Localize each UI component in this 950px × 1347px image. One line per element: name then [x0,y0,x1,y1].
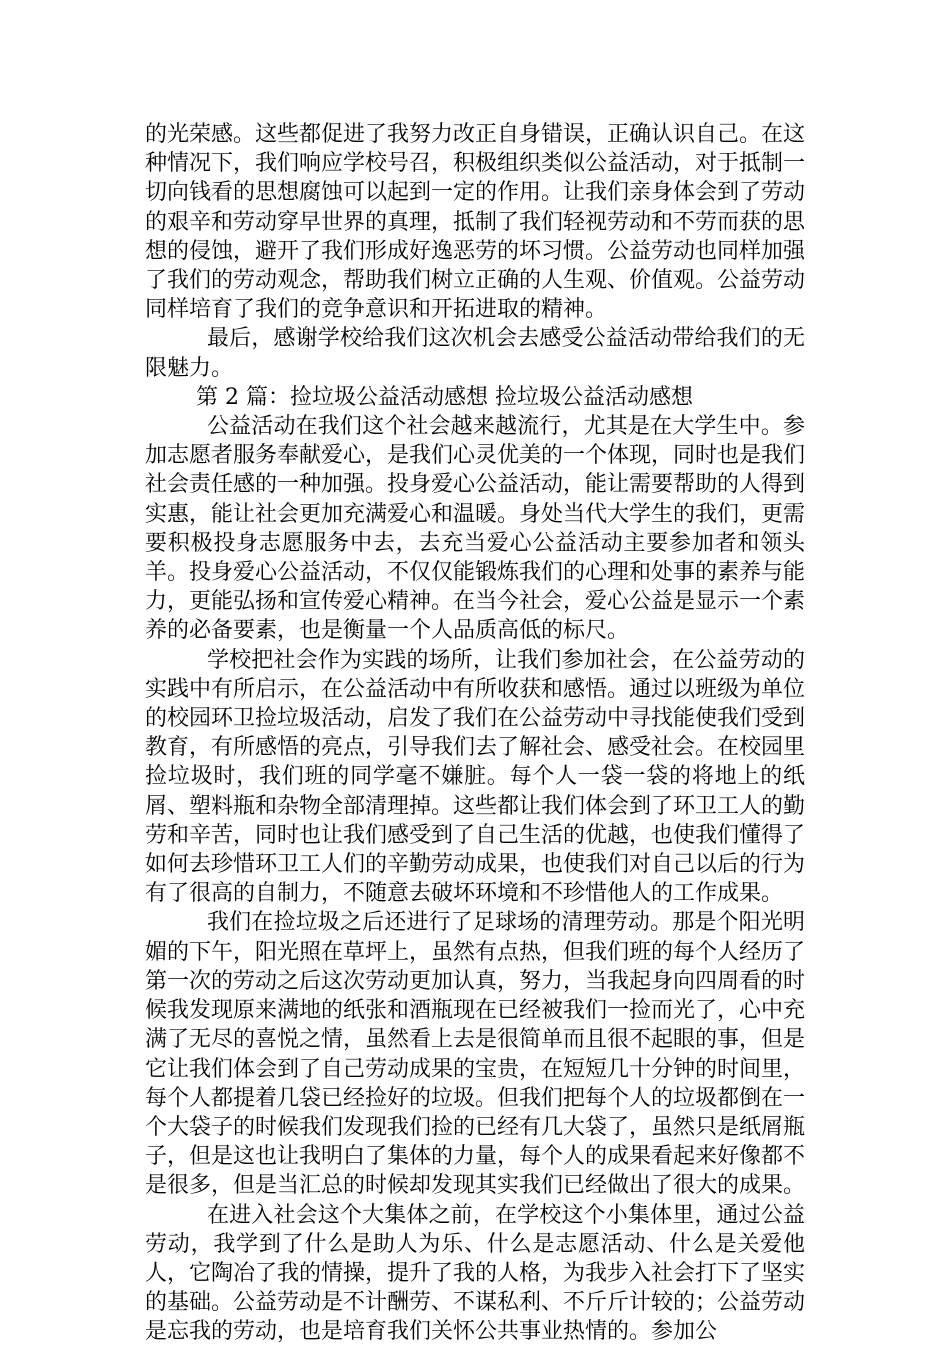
paragraph-2: 学校把社会作为实践的场所，让我们参加社会，在公益劳动的实践中有所启示，在公益活动中有所收获和感悟。通过以班级为单位的校园环卫捡垃圾活动，启发了我们在公益劳动中寻找能使我们受到教育，有所感悟的亮点，引导我们去了解社会、感受社会。在校园里捡垃圾时，我们班的同学毫不嫌脏。每个人一袋一袋的将地上的纸屑、塑料瓶和杂物全部清理掉。这些都让我们体会到了环卫工人的勤劳和辛苦，同时也让我们感受到了自己生活的优越，也使我们懂得了如何去珍惜环卫工人们的辛勤劳动成果，也使我们对自己以后的行为有了很高的自制力，不随意去破坏环境和不珍惜他人的工作成果。 [145,647,806,907]
paragraph-1: 公益活动在我们这个社会越来越流行，尤其是在大学生中。参加志愿者服务奉献爱心，是我们心灵优美的一个体现，同时也是我们社会责任感的一种加强。投身爱心公益活动，能让需要帮助的人得到实惠，能让社会更加充满爱心和温暖。身处当代大学生的我们，更需要积极投身志愿服务中去，去充当爱心公益活动主要参加者和领头羊。投身爱心公益活动，不仅仅能锻炼我们的心理和处事的素养与能力，更能弘扬和宣传爱心精神。在当今社会，爱心公益是显示一个素养的必备要素，也是衡量一个人品质高低的标尺。 [145,414,806,644]
paragraph-3: 我们在捡垃圾之后还进行了足球场的清理劳动。那是个阳光明媚的下午，阳光照在草坪上，虽然有点热，但我们班的每个人经历了第一次的劳动之后这次劳动更加认真，努力，当我起身向四周看的时候我发现原来满地的纸张和酒瓶现在已经被我们一捡而光了，心中充满了无尽的喜悦之情，虽然看上去是很简单而且很不起眼的事，但是它让我们体会到了自己劳动成果的宝贵，在短短几十分钟的时间里，每个人都提着几袋已经捡好的垃圾。但我们把每个人的垃圾都倒在一个大袋子的时候我们发现我们捡的已经有几大袋了，虽然只是纸屑瓶子，但是这也让我明白了集体的力量，每个人的成果看起来好像都不是很多，但是当汇总的时候却发现其实我们已经做出了很大的成果。 [145,910,806,1199]
paragraph-4: 在进入社会这个大集体之前，在学校这个小集体里，通过公益劳动，我学到了什么是助人为乐、什么是志愿活动、什么是关爱他人，它陶冶了我的情操，提升了我的人格，为我步入社会打下了坚实的基础。公益劳动是不计酬劳、不谋私利、不斤斤计较的；公益劳动是忘我的劳动，也是培育我们关怀公共事业热情的。参加公 [145,1202,806,1345]
section-heading: 第 2 篇：捡垃圾公益活动感想 捡垃圾公益活动感想 [196,384,693,410]
paragraph-thanks: 最后，感谢学校给我们这次机会去感受公益活动带给我们的无限魅力。 [145,326,805,381]
paragraph-continuation: 的光荣感。这些都促进了我努力改正自身错误，正确认识自己。在这种情况下，我们响应学校号召，积极组织类似公益活动，对于抵制一切向钱看的思想腐蚀可以起到一定的作用。让我们亲身体会到了劳动的艰辛和劳动穿早世界的真理，抵制了我们轻视劳动和不劳而获的思想的侵蚀，避开了我们形成好逸恶劳的坏习惯。公益劳动也同样加强了我们的劳动观念，帮助我们树立正确的人生观、价值观。公益劳动同样培育了我们的竞争意识和开拓进取的精神。 [145,122,806,323]
document-page [145,120,805,1347]
